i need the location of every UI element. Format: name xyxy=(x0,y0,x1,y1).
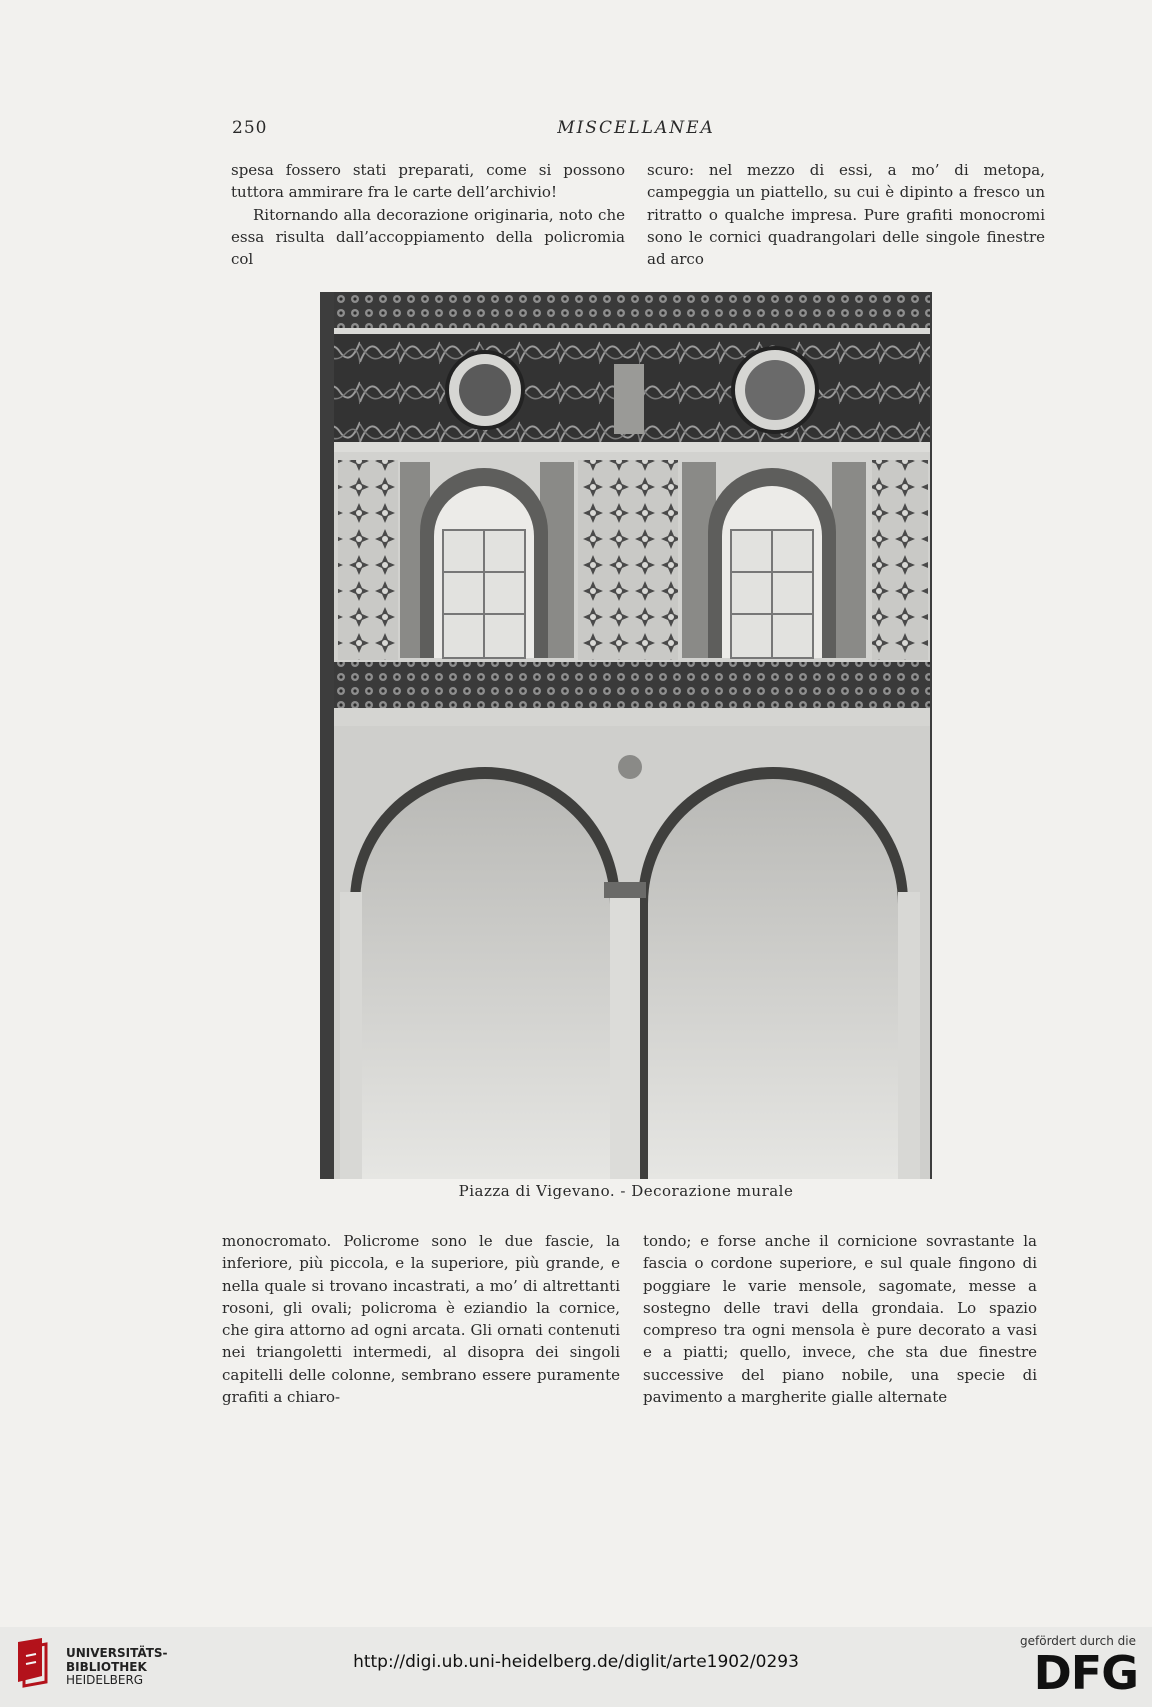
paragraph: tondo; e forse anche il cornicione sovrastante la fascia o cordone superiore, e sul quale fingono di poggiare le varie mensole, sagomate, messe a sostegno delle travi della grondaia. Lo spazio compreso tra ogni mensola è pure decorato a vasi e a piatti; quello, invece, che sta due finestre successive del piano nobile, una specie di pavimento a margherite gialle alternate xyxy=(643,1232,1037,1407)
text-column-top-right xyxy=(647,159,1045,270)
digitization-footer xyxy=(0,1627,1152,1707)
text-column-bottom-right xyxy=(643,1230,1037,1408)
library-name-line: UNIVERSITÄTS- xyxy=(66,1646,168,1660)
paragraph: Ritornando alla decorazione originaria, noto che essa risulta dall’accoppiamento della policromia col xyxy=(231,205,625,269)
paragraph: scuro: nel mezzo di essi, a mo’ di metopa, campeggia un piattello, su cui è dipinto a fresco un ritratto o qualche impresa. Pure grafiti monocromi sono le cornici quadrangolari delle singole finestre ad arco xyxy=(647,161,1045,269)
paragraph: monocromato. Policrome sono le due fascie, la inferiore, più piccola, e la superiore, più grande, e nella quale si trovano incastrati, a mo’ di altrettanti rosoni, gli ovali; policroma è eziandio la cornice, che gira attorno ad ogni arcata. Gli ornati contenuti nei triangoletti intermedi, al disopra dei singoli capitelli delle colonne, sembrano essere puramente grafiti a chiaro- xyxy=(222,1232,620,1407)
figure-caption: Piazza di Vigevano. - Decorazione murale xyxy=(458,1182,794,1200)
text-column-top-left xyxy=(231,159,625,270)
paragraph: spesa fossero stati preparati, come si possono tuttora ammirare fra le carte dell’archivio! xyxy=(231,161,625,202)
dfg-logo: DFG xyxy=(1033,1646,1138,1700)
text-column-bottom-left xyxy=(222,1230,620,1408)
running-head: MISCELLANEA xyxy=(557,118,715,138)
facade-photograph xyxy=(320,292,932,1179)
permalink-url[interactable]: http://digi.ub.uni-heidelberg.de/diglit/arte1902/0293 xyxy=(353,1652,799,1672)
funded-by-label: gefördert durch die xyxy=(1020,1634,1136,1648)
page-number: 250 xyxy=(232,118,268,138)
library-name-line: HEIDELBERG xyxy=(66,1673,144,1687)
library-name-line: BIBLIOTHEK xyxy=(66,1659,147,1674)
